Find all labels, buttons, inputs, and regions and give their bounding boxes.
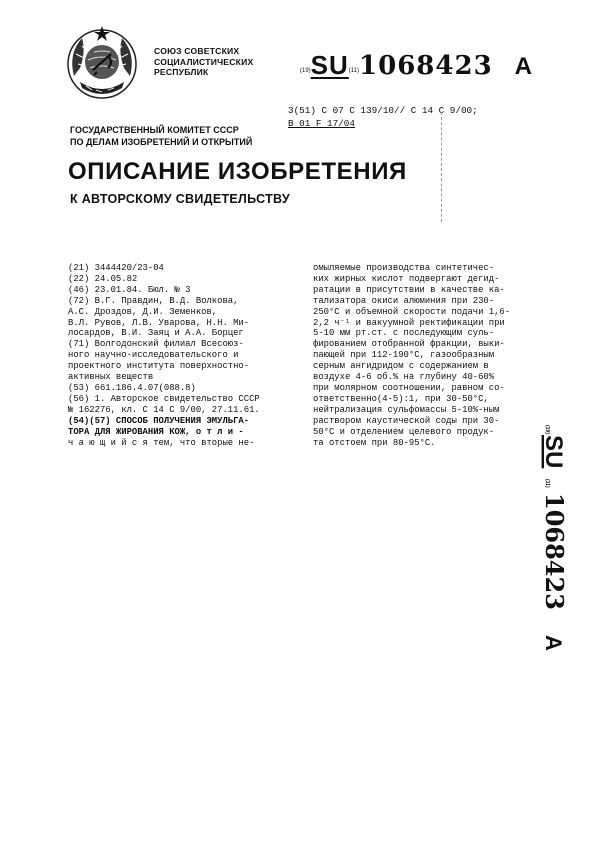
bib-line: (72) В.Г. Правдин, В.Д. Волкова, — [68, 295, 239, 306]
ipc-line-1: 3(51) C 07 C 139/10// C 14 C 9/00; — [288, 105, 478, 116]
ussr-emblem-icon — [62, 24, 142, 104]
ipc-line-2: B 01 F 17/04 — [288, 118, 355, 129]
bib-line: В.Л. Рувов, Л.В. Уварова, Н.Н. Ми- — [68, 317, 250, 328]
agency-name — [70, 124, 252, 148]
org-line-3: РЕСПУБЛИК — [154, 67, 209, 77]
abstract-line: та отстоем при 80-95°С. — [313, 437, 436, 448]
side-number-value: 1068423 — [540, 493, 569, 610]
abstract-line: пающей при 112-190°С, газообразным — [313, 350, 495, 361]
ipc-classification — [288, 104, 478, 130]
bib-line: ного научно-исследовательского и — [68, 350, 239, 361]
org-line-1: СОЮЗ СОВЕТСКИХ — [154, 46, 240, 56]
abstract-line: 250°С и объемной скорости подачи 1,6- — [313, 306, 511, 317]
patent-number-value: 1068423 — [359, 51, 493, 81]
patent-number — [300, 50, 532, 81]
abstract-line: раствором каустической соды при 30- — [313, 415, 500, 426]
abstract-line: омыляемые производства синтетичес- — [313, 263, 495, 273]
bib-line: А.С. Дроздов, Д.И. Земенков, — [68, 306, 218, 317]
bibliographic-data — [68, 263, 292, 448]
side-kind: A — [541, 635, 566, 651]
bib-line: (53) 661.186.4.07(088.8) — [68, 382, 196, 393]
bib-line: (46) 23.01.84. Бюл. № 3 — [68, 284, 191, 295]
abstract-line: нейтрализация сульфомассы 5-10%-ным — [313, 404, 500, 415]
country-code: SU — [310, 50, 349, 80]
bib-line: (21) 3444420/23-04 — [68, 263, 164, 273]
abstract-line: ратации в присутствии в качестве ка- — [313, 284, 505, 295]
side-country: SU — [540, 435, 567, 469]
bib-line: ТОРА ДЛЯ ЖИРОВАНИЯ КОЖ, о т л и - — [68, 426, 244, 437]
document-subtitle: К АВТОРСКОМУ СВИДЕТЕЛЬСТВУ — [70, 192, 290, 206]
abstract-line: ких жирных кислот подвергают дегид- — [313, 273, 500, 284]
abstract-line: при молярном соотношении, равном со- — [313, 382, 505, 393]
side-code-11: (11) — [544, 479, 550, 488]
abstract-line: фированием отобранной фракции, выки- — [313, 339, 505, 350]
bib-line: (56) 1. Авторское свидетельство СССР — [68, 393, 260, 404]
abstract-line: тализатора окиси алюминия при 230- — [313, 295, 495, 306]
abstract-text — [313, 263, 543, 448]
abstract-line: серным ангидридом с содержанием в — [313, 361, 489, 372]
abstract-line: 5-10 мм рт.ст. с последующим суль- — [313, 328, 495, 339]
side-patent-number — [540, 425, 569, 665]
bib-line: № 162276, кл. С 14 С 9/00, 27.11.61. — [68, 404, 260, 415]
bib-line: активных веществ — [68, 372, 154, 383]
abstract-line: воздухе 4-6 об.% на глубину 40-60% — [313, 372, 495, 383]
bib-line: (22) 24.05.82 — [68, 273, 138, 284]
bib-line: ч а ю щ и й с я тем, что вторые не- — [68, 437, 255, 448]
organization-name — [154, 46, 253, 78]
side-code-19: (19) — [544, 425, 550, 434]
agency-line-2: ПО ДЕЛАМ ИЗОБРЕТЕНИЙ И ОТКРЫТИЙ — [70, 137, 253, 147]
code-19: (19) — [300, 68, 311, 74]
agency-line-1: ГОСУДАРСТВЕННЫЙ КОМИТЕТ СССР — [70, 125, 239, 135]
divider — [441, 112, 442, 222]
abstract-line: 50°С и отделением целевого продук- — [313, 426, 495, 437]
bib-line: проектного института поверхностно- — [68, 361, 250, 372]
org-line-2: СОЦИАЛИСТИЧЕСКИХ — [154, 56, 254, 67]
bib-line: (54)(57) СПОСОБ ПОЛУЧЕНИЯ ЭМУЛЬГА- — [68, 415, 250, 426]
abstract-line: 2,2 ч⁻¹ и вакуумной ректификации при — [313, 317, 505, 328]
bib-line: (71) Волгодонский филиал Всесоюз- — [68, 339, 244, 350]
abstract-line: ответственно(4-5):1, при 30-50°С, — [313, 393, 489, 404]
bib-line: лосардов, В.И. Заяц и А.А. Борцег — [68, 328, 244, 339]
kind-code: A — [514, 53, 533, 80]
code-11: (11) — [348, 68, 360, 74]
document-title: ОПИСАНИЕ ИЗОБРЕТЕНИЯ — [68, 158, 407, 185]
